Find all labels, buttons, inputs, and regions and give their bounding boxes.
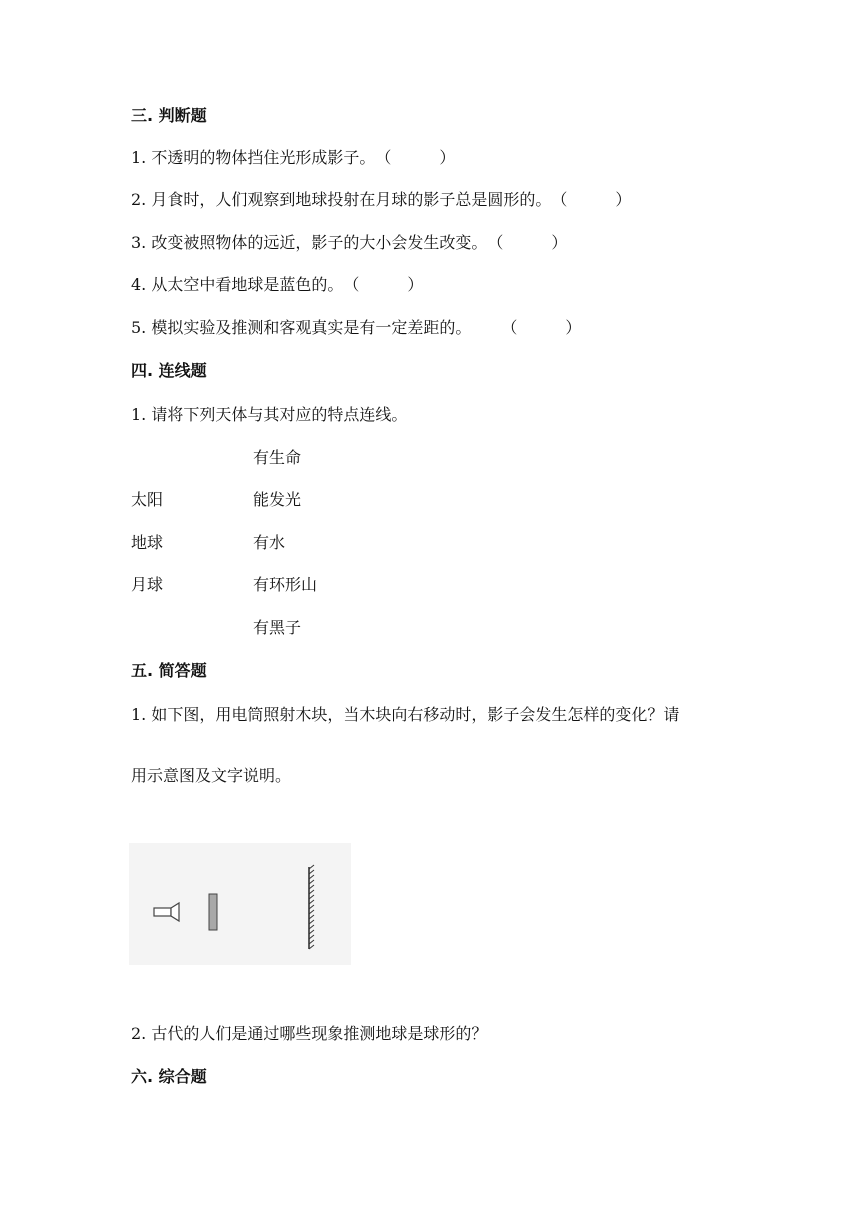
judge-item-1-text: 1. 不透明的物体挡住光形成影子。: [131, 148, 376, 167]
judge-item-2: [131, 190, 631, 210]
judge-item-4-text: 4. 从太空中看地球是蓝色的。: [131, 275, 344, 294]
feature-item-5: 有黑子: [253, 618, 302, 637]
matching-question: 1. 请将下列天体与其对应的特点连线。: [131, 405, 408, 424]
short-answer-1-line-1: 1. 如下图，用电筒照射木块，当木块向右移动时，影子会发生怎样的变化？请: [131, 705, 680, 724]
feature-item-1: 有生命: [253, 448, 302, 467]
section-4-title: 四. 连线题: [131, 361, 207, 380]
judge-item-2-answer[interactable]: （ ）: [551, 190, 632, 209]
judge-item-2-text: 2. 月食时，人们观察到地球投射在月球的影子总是圆形的。: [131, 190, 552, 209]
judge-item-5-answer[interactable]: （ ）: [501, 318, 582, 337]
judge-item-4-answer[interactable]: （ ）: [343, 275, 424, 294]
short-answer-1-line-2: 用示意图及文字说明。: [131, 766, 292, 785]
short-answer-2: 2. 古代的人们是通过哪些现象推测地球是球形的？: [131, 1024, 488, 1043]
flashlight-block-figure: [129, 843, 351, 965]
body-item-earth: 地球: [131, 533, 164, 552]
judge-item-5: [131, 318, 581, 338]
flashlight-icon: [154, 903, 179, 921]
wooden-block-icon: [209, 894, 217, 930]
judge-item-1: [131, 148, 455, 168]
section-6-title: 六. 综合题: [131, 1067, 207, 1086]
judge-item-4: [131, 275, 423, 295]
flashlight-block-diagram: [129, 843, 351, 965]
feature-item-3: 有水: [253, 533, 286, 552]
section-5-title: 五. 简答题: [131, 661, 207, 680]
judge-item-1-answer[interactable]: （ ）: [375, 148, 456, 167]
body-item-moon: 月球: [131, 575, 164, 594]
screen-wall-icon: [309, 865, 314, 949]
feature-item-2: 能发光: [253, 490, 302, 509]
feature-item-4: 有环形山: [253, 575, 318, 594]
judge-item-3: [131, 233, 567, 253]
judge-item-5-text: 5. 模拟实验及推测和客观真实是有一定差距的。: [131, 318, 472, 337]
judge-item-3-answer[interactable]: （ ）: [487, 233, 568, 252]
section-3-title: 三. 判断题: [131, 106, 207, 125]
judge-item-3-text: 3. 改变被照物体的远近，影子的大小会发生改变。: [131, 233, 488, 252]
body-item-sun: 太阳: [131, 490, 164, 509]
